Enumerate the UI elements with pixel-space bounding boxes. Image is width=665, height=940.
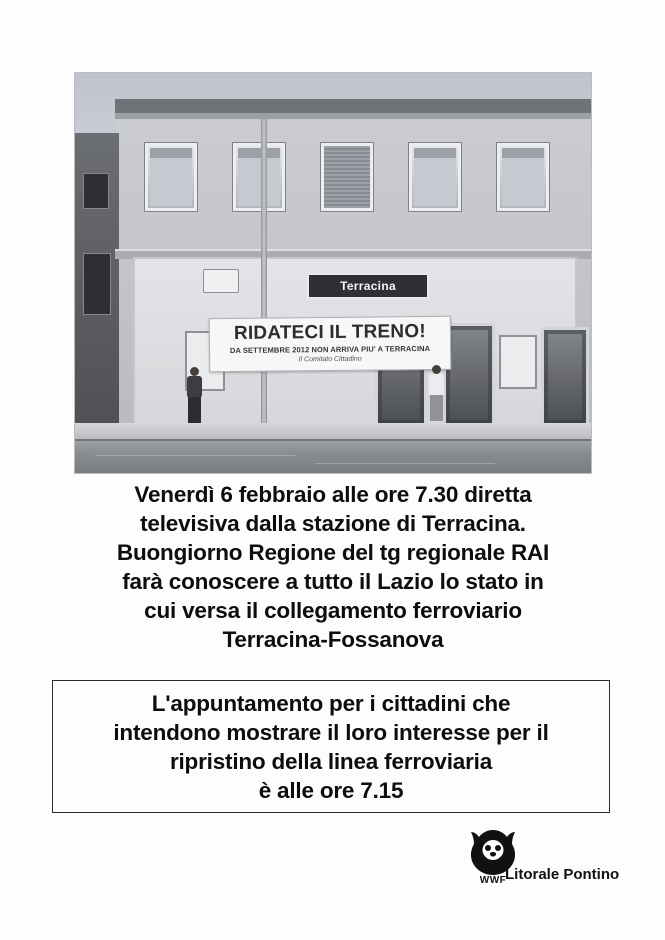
announcement-line: televisiva dalla stazione di Terracina. bbox=[140, 511, 526, 536]
air-conditioner-unit bbox=[203, 269, 239, 293]
call-to-action-text bbox=[113, 689, 548, 805]
upper-window bbox=[233, 143, 285, 211]
roof-band bbox=[115, 99, 591, 113]
station-door bbox=[541, 327, 589, 427]
call-to-action-line: intendono mostrare il loro interesse per il bbox=[113, 719, 549, 745]
banner-subline: DA SETTEMBRE 2012 NON ARRIVA PIU' A TERRACINA bbox=[229, 343, 431, 356]
announcement-line: farà conoscere a tutto il Lazio lo stato in bbox=[122, 569, 544, 594]
announcement-text bbox=[44, 480, 622, 654]
upper-window bbox=[409, 143, 461, 211]
person-right bbox=[427, 365, 447, 425]
station-photo bbox=[74, 72, 592, 474]
road bbox=[75, 441, 591, 473]
banner-headline: RIDATECI IL TRENO! bbox=[233, 320, 426, 345]
call-to-action-line: ripristino della linea ferroviaria bbox=[169, 748, 493, 774]
station-name-sign: Terracina bbox=[307, 273, 429, 299]
announcement-line: Terracina-Fossanova bbox=[222, 627, 444, 652]
announcement-line: cui versa il collegamento ferroviario bbox=[144, 598, 522, 623]
footer bbox=[455, 828, 625, 898]
protest-banner bbox=[209, 316, 452, 373]
adjacent-building bbox=[75, 133, 119, 423]
banner-signature: Il Comitato Cittadino bbox=[298, 355, 362, 364]
notice-board bbox=[499, 335, 537, 389]
footer-label: Litorale Pontino bbox=[505, 866, 620, 883]
call-to-action-line: è alle ore 7.15 bbox=[258, 777, 404, 803]
announcement-line: Venerdì 6 febbraio alle ore 7.30 diretta bbox=[134, 482, 532, 507]
announcement-line: Buongiorno Regione del tg regionale RAI bbox=[116, 540, 550, 565]
upper-window bbox=[497, 143, 549, 211]
call-to-action-line: L'appuntamento per i cittadini che bbox=[151, 690, 511, 716]
adjacent-window bbox=[83, 253, 111, 315]
call-to-action-box bbox=[52, 680, 610, 813]
person-left bbox=[185, 367, 205, 425]
upper-window-shutter bbox=[321, 143, 373, 211]
wwf-wordmark: WWF bbox=[479, 875, 507, 886]
photo-canvas bbox=[75, 73, 591, 473]
drain-pipe bbox=[261, 119, 267, 423]
adjacent-window bbox=[83, 173, 109, 209]
roof-band-lower bbox=[115, 113, 591, 119]
upper-window bbox=[145, 143, 197, 211]
